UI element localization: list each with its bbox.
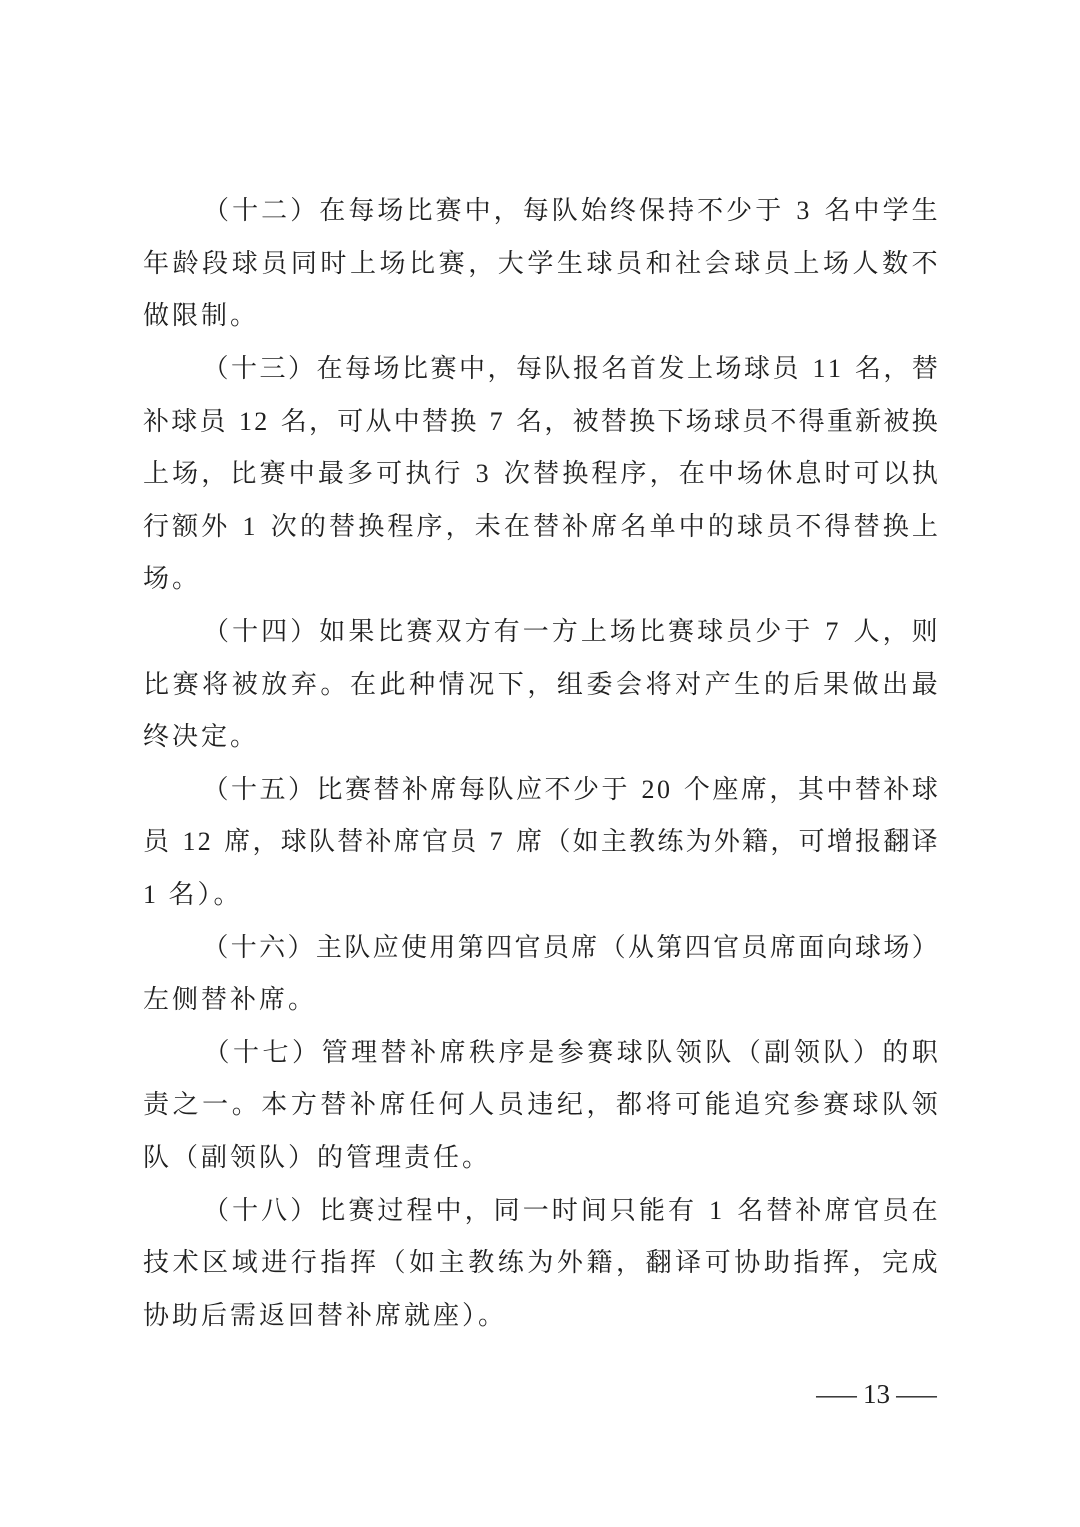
text-line: 终决定。: [143, 722, 260, 752]
paragraph-16: [143, 921, 938, 1026]
text-line: （ 十 四 ） 如 果 比 赛 双 方 有 一 方 上 场 比 赛 球 员 少 于 7 人 ， 则: [143, 606, 938, 659]
first-line-indent: [143, 789, 200, 790]
paragraph-15: [143, 764, 938, 922]
document-body: [143, 185, 938, 1342]
text-line: （ 十 八 ） 比 赛 过 程 中 ， 同 一 时 间 只 能 有 1 名 替 补 席 官 员 在: [143, 1184, 938, 1237]
paragraph-13: [143, 343, 938, 606]
first-line-indent: [143, 632, 200, 633]
footer-dash-right: —: [896, 1379, 937, 1409]
text-line: 年 龄 段 球 员 同 时 上 场 比 赛 ， 大 学 生 球 员 和 社 会 球 员 上 场 人 数 不: [143, 248, 938, 278]
text-line: 比 赛 将 被 放 弃 。 在 此 种 情 况 下 ， 组 委 会 将 对 产 生 的 后 果 做 出 最: [143, 669, 938, 699]
text-line: （ 十 三 ） 在 每 场 比 赛 中 ， 每 队 报 名 首 发 上 场 球 员 1 1 名 ， 替: [143, 343, 938, 396]
text-line: 队（副领队）的管理责任。: [143, 1142, 492, 1172]
text-line: （ 十 七 ） 管 理 替 补 席 秩 序 是 参 赛 球 队 领 队 （ 副 领 队 ） 的 职: [143, 1027, 938, 1080]
text-line: 左侧替补席。: [143, 985, 318, 1015]
page-footer: [816, 1376, 937, 1414]
first-line-indent: [143, 1052, 200, 1053]
text-line: 做限制。: [143, 301, 260, 331]
text-line: 员 1 2 席 ， 球 队 替 补 席 官 员 7 席 （ 如 主 教 练 为 外 籍 ， 可 增 报 翻 译: [143, 827, 938, 857]
first-line-indent: [143, 947, 200, 948]
text-line: （ 十 五 ） 比 赛 替 补 席 每 队 应 不 少 于 2 0 个 座 席 ， 其 中 替 补 球: [143, 764, 938, 817]
paragraph-14: [143, 606, 938, 764]
text-line: 场。: [143, 564, 202, 594]
text-line: 补 球 员 1 2 名 ， 可 从 中 替 换 7 名 ， 被 替 换 下 场 球 员 不 得 重 新 被 换: [143, 406, 938, 436]
first-line-indent: [143, 1210, 200, 1211]
text-line: 行 额 外 1 次 的 替 换 程 序 ， 未 在 替 补 席 名 单 中 的 球 员 不 得 替 换 上: [143, 511, 938, 541]
first-line-indent: [143, 369, 200, 370]
text-line: 技 术 区 域 进 行 指 挥 （ 如 主 教 练 为 外 籍 ， 翻 译 可 协 助 指 挥 ， 完 成: [143, 1248, 938, 1278]
page-number: 13: [863, 1379, 890, 1409]
text-line: （ 十 二 ） 在 每 场 比 赛 中 ， 每 队 始 终 保 持 不 少 于 3 名 中 学 生: [143, 185, 938, 238]
text-line: 1 名）。: [143, 880, 243, 910]
paragraph-18: [143, 1184, 938, 1342]
text-line: （ 十 六 ） 主 队 应 使 用 第 四 官 员 席 （ 从 第 四 官 员 席 面 向 球 场 ）: [143, 921, 938, 974]
first-line-indent: [143, 211, 200, 212]
text-line: 上 场 ， 比 赛 中 最 多 可 执 行 3 次 替 换 程 序 ， 在 中 场 休 息 时 可 以 执: [143, 459, 938, 489]
footer-dash-left: —: [816, 1379, 857, 1409]
paragraph-17: [143, 1027, 938, 1185]
paragraph-12: [143, 185, 938, 343]
text-line: 责 之 一 。 本 方 替 补 席 任 何 人 员 违 纪 ， 都 将 可 能 追 究 参 赛 球 队 领: [143, 1090, 938, 1120]
text-line: 协助后需返回替补席就座）。: [143, 1300, 508, 1330]
